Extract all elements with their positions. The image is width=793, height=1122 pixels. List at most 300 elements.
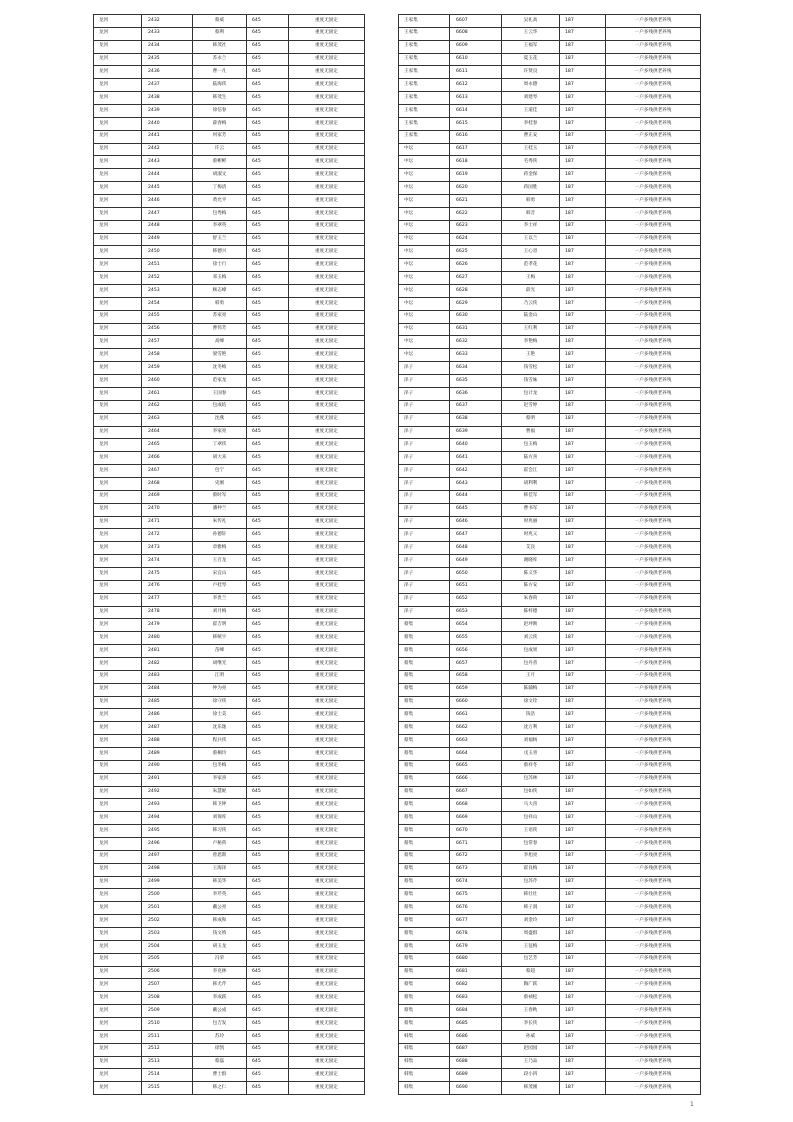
id-cell: 2505 xyxy=(142,953,193,966)
type-cell: 重度无固定 xyxy=(289,1043,365,1056)
type-cell: 重度无固定 xyxy=(289,542,365,555)
amount-cell: 187 xyxy=(560,297,606,310)
id-cell: 6610 xyxy=(450,53,502,66)
region-cell: 龙河 xyxy=(94,529,142,542)
name-cell: 时兆丽 xyxy=(502,516,560,529)
id-cell: 6611 xyxy=(450,66,502,79)
id-cell: 6628 xyxy=(450,285,502,298)
region-cell: 龙河 xyxy=(94,117,142,130)
id-cell: 2476 xyxy=(142,580,193,593)
table-row xyxy=(399,336,701,349)
id-cell: 2455 xyxy=(142,310,193,323)
type-cell: 一户多残供老养残 xyxy=(606,1043,701,1056)
amount-cell: 187 xyxy=(560,1069,606,1082)
amount-cell: 645 xyxy=(247,413,289,426)
region-cell: 蔡集 xyxy=(399,902,450,915)
amount-cell: 187 xyxy=(560,940,606,953)
amount-cell: 187 xyxy=(560,632,606,645)
id-cell: 2461 xyxy=(142,387,193,400)
table-row xyxy=(94,27,365,40)
id-cell: 6644 xyxy=(450,490,502,503)
name-cell: 王艳 xyxy=(502,349,560,362)
name-cell: 曾恩斯 xyxy=(193,850,247,863)
region-cell: 龙河 xyxy=(94,567,142,580)
id-cell: 2447 xyxy=(142,207,193,220)
table-row xyxy=(399,593,701,606)
table-row xyxy=(399,1005,701,1018)
id-cell: 2477 xyxy=(142,593,193,606)
name-cell: 冯荣 xyxy=(193,953,247,966)
table-row xyxy=(94,915,365,928)
region-cell: 泽子 xyxy=(399,439,450,452)
type-cell: 重度无固定 xyxy=(289,722,365,735)
name-cell: 赵园园 xyxy=(502,1043,560,1056)
id-cell: 6690 xyxy=(450,1082,502,1095)
id-cell: 6647 xyxy=(450,529,502,542)
region-cell: 泽子 xyxy=(399,477,450,490)
table-row xyxy=(399,182,701,195)
name-cell: 徐文铨 xyxy=(502,696,560,709)
amount-cell: 187 xyxy=(560,362,606,375)
region-cell: 龙河 xyxy=(94,27,142,40)
id-cell: 2446 xyxy=(142,195,193,208)
amount-cell: 645 xyxy=(247,747,289,760)
type-cell: 重度无固定 xyxy=(289,143,365,156)
table-row xyxy=(399,516,701,529)
table-row xyxy=(94,375,365,388)
table-row xyxy=(399,117,701,130)
table-row xyxy=(399,53,701,66)
id-cell: 6627 xyxy=(450,272,502,285)
name-cell: 包成结 xyxy=(193,400,247,413)
name-cell: 周盛群 xyxy=(502,928,560,941)
type-cell: 重度无固定 xyxy=(289,413,365,426)
name-cell: 包艺芳 xyxy=(502,953,560,966)
left-table-body xyxy=(94,15,365,1095)
amount-cell: 645 xyxy=(247,375,289,388)
region-cell: 泽子 xyxy=(399,400,450,413)
id-cell: 2503 xyxy=(142,928,193,941)
type-cell: 一户多残供老养残 xyxy=(606,195,701,208)
table-row xyxy=(399,400,701,413)
name-cell: 胡利利 xyxy=(502,477,560,490)
id-cell: 6689 xyxy=(450,1069,502,1082)
page-mark: 1 xyxy=(690,1101,694,1108)
id-cell: 2464 xyxy=(142,426,193,439)
table-row xyxy=(94,593,365,606)
region-cell: 蔡集 xyxy=(399,876,450,889)
amount-cell: 187 xyxy=(560,477,606,490)
type-cell: 一户多残供老养残 xyxy=(606,1056,701,1069)
type-cell: 一户多残供老养残 xyxy=(606,310,701,323)
region-cell: 龙河 xyxy=(94,992,142,1005)
type-cell: 重度无固定 xyxy=(289,1005,365,1018)
amount-cell: 187 xyxy=(560,876,606,889)
amount-cell: 645 xyxy=(247,349,289,362)
amount-cell: 645 xyxy=(247,439,289,452)
id-cell: 2471 xyxy=(142,516,193,529)
region-cell: 龙河 xyxy=(94,1030,142,1043)
table-row xyxy=(399,670,701,683)
id-cell: 6640 xyxy=(450,439,502,452)
table-row xyxy=(399,92,701,105)
table-row xyxy=(94,310,365,323)
name-cell: 蔡磊 xyxy=(193,1056,247,1069)
table-row xyxy=(399,285,701,298)
name-cell: 陶广跃 xyxy=(502,979,560,992)
amount-cell: 187 xyxy=(560,516,606,529)
id-cell: 2443 xyxy=(142,156,193,169)
type-cell: 一户多残供老养残 xyxy=(606,542,701,555)
region-cell: 龙河 xyxy=(94,400,142,413)
region-cell: 龙河 xyxy=(94,825,142,838)
table-row xyxy=(94,1030,365,1043)
name-cell: 蔡桐玲 xyxy=(193,747,247,760)
name-cell: 钱文娇 xyxy=(193,928,247,941)
table-row xyxy=(399,567,701,580)
amount-cell: 645 xyxy=(247,130,289,143)
region-cell: 龙河 xyxy=(94,799,142,812)
name-cell: 苏玲 xyxy=(193,1030,247,1043)
region-cell: 龙河 xyxy=(94,1082,142,1095)
region-cell: 龙河 xyxy=(94,593,142,606)
name-cell: 包宁 xyxy=(193,465,247,478)
name-cell: 潘仲兰 xyxy=(193,503,247,516)
type-cell: 重度无固定 xyxy=(289,876,365,889)
amount-cell: 187 xyxy=(560,413,606,426)
table-row xyxy=(94,619,365,632)
name-cell: 包冬梅 xyxy=(193,760,247,773)
table-row xyxy=(399,195,701,208)
region-cell: 中坛 xyxy=(399,182,450,195)
type-cell: 重度无固定 xyxy=(289,465,365,478)
region-cell: 蔡集 xyxy=(399,696,450,709)
region-cell: 龙河 xyxy=(94,336,142,349)
id-cell: 6655 xyxy=(450,632,502,645)
type-cell: 一户多残供老养残 xyxy=(606,323,701,336)
id-cell: 2508 xyxy=(142,992,193,1005)
table-row xyxy=(94,773,365,786)
region-cell: 蔡集 xyxy=(399,709,450,722)
name-cell: 胡玉龙 xyxy=(193,940,247,953)
table-row xyxy=(399,606,701,619)
type-cell: 重度无固定 xyxy=(289,426,365,439)
amount-cell: 187 xyxy=(560,735,606,748)
region-cell: 龙河 xyxy=(94,387,142,400)
table-row xyxy=(94,1069,365,1082)
type-cell: 一户多残供老养残 xyxy=(606,593,701,606)
type-cell: 一户多残供老养残 xyxy=(606,297,701,310)
id-cell: 2460 xyxy=(142,375,193,388)
name-cell: 赵雪婷 xyxy=(502,400,560,413)
type-cell: 重度无固定 xyxy=(289,940,365,953)
id-cell: 6653 xyxy=(450,606,502,619)
table-row xyxy=(399,387,701,400)
table-row xyxy=(399,362,701,375)
table-row xyxy=(94,182,365,195)
amount-cell: 187 xyxy=(560,722,606,735)
amount-cell: 645 xyxy=(247,567,289,580)
name-cell: 钱浩 xyxy=(502,709,560,722)
region-cell: 龙河 xyxy=(94,53,142,66)
type-cell: 重度无固定 xyxy=(289,953,365,966)
table-row xyxy=(399,259,701,272)
type-cell: 一户多残供老养残 xyxy=(606,863,701,876)
region-cell: 龙河 xyxy=(94,195,142,208)
table-row xyxy=(399,709,701,722)
amount-cell: 645 xyxy=(247,760,289,773)
amount-cell: 187 xyxy=(560,966,606,979)
name-cell: 韩子润 xyxy=(502,902,560,915)
region-cell: 龙河 xyxy=(94,272,142,285)
amount-cell: 645 xyxy=(247,555,289,568)
table-row xyxy=(94,966,365,979)
type-cell: 一户多残供老养残 xyxy=(606,27,701,40)
table-row xyxy=(94,220,365,233)
amount-cell: 187 xyxy=(560,220,606,233)
id-cell: 2451 xyxy=(142,259,193,272)
table-row xyxy=(399,838,701,851)
id-cell: 6664 xyxy=(450,747,502,760)
table-row xyxy=(399,1030,701,1043)
region-cell: 龙河 xyxy=(94,310,142,323)
region-cell: 龙河 xyxy=(94,259,142,272)
region-cell: 龙河 xyxy=(94,207,142,220)
amount-cell: 645 xyxy=(247,915,289,928)
id-cell: 2437 xyxy=(142,79,193,92)
amount-cell: 187 xyxy=(560,40,606,53)
name-cell: 孙威 xyxy=(502,1030,560,1043)
region-cell: 蔡集 xyxy=(399,966,450,979)
region-cell: 龙河 xyxy=(94,838,142,851)
type-cell: 重度无固定 xyxy=(289,760,365,773)
id-cell: 6676 xyxy=(450,902,502,915)
name-cell: 史刚 xyxy=(193,477,247,490)
table-row xyxy=(399,66,701,79)
name-cell: 韩佳军 xyxy=(502,490,560,503)
id-cell: 6683 xyxy=(450,992,502,1005)
amount-cell: 187 xyxy=(560,66,606,79)
id-cell: 6631 xyxy=(450,323,502,336)
name-cell: 薛春梅 xyxy=(193,117,247,130)
type-cell: 重度无固定 xyxy=(289,1056,365,1069)
name-cell: 苗峰 xyxy=(193,645,247,658)
table-row xyxy=(94,452,365,465)
amount-cell: 645 xyxy=(247,169,289,182)
amount-cell: 645 xyxy=(247,606,289,619)
table-row xyxy=(94,902,365,915)
id-cell: 2439 xyxy=(142,105,193,118)
name-cell: 蔡威 xyxy=(193,15,247,28)
type-cell: 重度无固定 xyxy=(289,220,365,233)
type-cell: 重度无固定 xyxy=(289,182,365,195)
name-cell: 苏永兰 xyxy=(193,53,247,66)
region-cell: 龙河 xyxy=(94,619,142,632)
type-cell: 一户多残供老养残 xyxy=(606,773,701,786)
type-cell: 重度无固定 xyxy=(289,259,365,272)
amount-cell: 187 xyxy=(560,838,606,851)
type-cell: 一户多残供老养残 xyxy=(606,709,701,722)
amount-cell: 645 xyxy=(247,799,289,812)
region-cell: 王家集 xyxy=(399,92,450,105)
name-cell: 曹书军 xyxy=(502,503,560,516)
name-cell: 王语侠 xyxy=(502,825,560,838)
type-cell: 一户多残供老养残 xyxy=(606,1082,701,1095)
table-row xyxy=(94,92,365,105)
region-cell: 龙河 xyxy=(94,375,142,388)
amount-cell: 645 xyxy=(247,580,289,593)
region-cell: 龙河 xyxy=(94,760,142,773)
type-cell: 一户多残供老养残 xyxy=(606,362,701,375)
name-cell: 徐士美 xyxy=(193,709,247,722)
name-cell: 王春秋 xyxy=(502,1005,560,1018)
amount-cell: 187 xyxy=(560,825,606,838)
amount-cell: 645 xyxy=(247,40,289,53)
table-row xyxy=(399,503,701,516)
id-cell: 2502 xyxy=(142,915,193,928)
region-cell: 龙河 xyxy=(94,40,142,53)
amount-cell: 187 xyxy=(560,992,606,1005)
region-cell: 王家集 xyxy=(399,66,450,79)
type-cell: 一户多残供老养残 xyxy=(606,979,701,992)
type-cell: 一户多残供老养残 xyxy=(606,683,701,696)
type-cell: 一户多残供老养残 xyxy=(606,966,701,979)
amount-cell: 645 xyxy=(247,722,289,735)
table-row xyxy=(399,902,701,915)
type-cell: 重度无固定 xyxy=(289,966,365,979)
region-cell: 龙河 xyxy=(94,503,142,516)
type-cell: 一户多残供老养残 xyxy=(606,838,701,851)
id-cell: 2467 xyxy=(142,465,193,478)
table-row xyxy=(94,207,365,220)
region-cell: 龙河 xyxy=(94,66,142,79)
id-cell: 6688 xyxy=(450,1056,502,1069)
type-cell: 重度无固定 xyxy=(289,593,365,606)
region-cell: 龙河 xyxy=(94,863,142,876)
amount-cell: 645 xyxy=(247,477,289,490)
id-cell: 6636 xyxy=(450,387,502,400)
amount-cell: 645 xyxy=(247,786,289,799)
amount-cell: 645 xyxy=(247,79,289,92)
name-cell: 李芹英 xyxy=(193,889,247,902)
type-cell: 重度无固定 xyxy=(289,79,365,92)
name-cell: 李艳梅 xyxy=(502,336,560,349)
amount-cell: 187 xyxy=(560,156,606,169)
name-cell: 赵坪勋 xyxy=(502,619,560,632)
name-cell: 刘福杨 xyxy=(502,735,560,748)
name-cell: 陈方安 xyxy=(502,580,560,593)
table-row xyxy=(399,825,701,838)
table-row xyxy=(94,529,365,542)
type-cell: 一户多残供老养残 xyxy=(606,812,701,825)
region-cell: 中坛 xyxy=(399,143,450,156)
id-cell: 2506 xyxy=(142,966,193,979)
region-cell: 蔡集 xyxy=(399,657,450,670)
amount-cell: 645 xyxy=(247,966,289,979)
table-row xyxy=(94,439,365,452)
id-cell: 2453 xyxy=(142,285,193,298)
region-cell: 龙河 xyxy=(94,709,142,722)
id-cell: 6681 xyxy=(450,966,502,979)
table-row xyxy=(399,876,701,889)
table-row xyxy=(399,773,701,786)
region-cell: 龙河 xyxy=(94,1043,142,1056)
name-cell: 胡继光 xyxy=(193,657,247,670)
name-cell: 马大帝 xyxy=(502,799,560,812)
type-cell: 一户多残供老养残 xyxy=(606,747,701,760)
amount-cell: 645 xyxy=(247,683,289,696)
table-row xyxy=(94,580,365,593)
id-cell: 2432 xyxy=(142,15,193,28)
table-row xyxy=(94,825,365,838)
table-row xyxy=(399,696,701,709)
table-row xyxy=(94,992,365,1005)
id-cell: 6608 xyxy=(450,27,502,40)
table-row xyxy=(399,940,701,953)
name-cell: 顾志峰 xyxy=(193,285,247,298)
id-cell: 2452 xyxy=(142,272,193,285)
table-row xyxy=(94,272,365,285)
region-cell: 蔡集 xyxy=(399,825,450,838)
table-row xyxy=(94,722,365,735)
table-row xyxy=(94,747,365,760)
id-cell: 2456 xyxy=(142,323,193,336)
name-cell: 陈梓德 xyxy=(502,606,560,619)
region-cell: 中坛 xyxy=(399,272,450,285)
id-cell: 6666 xyxy=(450,773,502,786)
region-cell: 龙河 xyxy=(94,953,142,966)
id-cell: 6635 xyxy=(450,375,502,388)
amount-cell: 645 xyxy=(247,619,289,632)
type-cell: 一户多残供老养残 xyxy=(606,182,701,195)
amount-cell: 645 xyxy=(247,310,289,323)
table-row xyxy=(399,953,701,966)
table-row xyxy=(94,53,365,66)
region-cell: 韩集 xyxy=(399,1056,450,1069)
name-cell: 卢桂琴 xyxy=(193,580,247,593)
id-cell: 2441 xyxy=(142,130,193,143)
name-cell: 曹福 xyxy=(502,426,560,439)
name-cell: 李家喜 xyxy=(193,773,247,786)
region-cell: 龙河 xyxy=(94,156,142,169)
region-cell: 泽子 xyxy=(399,503,450,516)
name-cell: 韩尤芹 xyxy=(193,979,247,992)
type-cell: 重度无固定 xyxy=(289,786,365,799)
table-row xyxy=(399,786,701,799)
table-row xyxy=(399,105,701,118)
region-cell: 龙河 xyxy=(94,1069,142,1082)
name-cell: 沈冬梅 xyxy=(193,362,247,375)
amount-cell: 645 xyxy=(247,246,289,259)
region-cell: 龙河 xyxy=(94,1018,142,1031)
table-row xyxy=(399,1069,701,1082)
amount-cell: 645 xyxy=(247,529,289,542)
id-cell: 2507 xyxy=(142,979,193,992)
type-cell: 重度无固定 xyxy=(289,696,365,709)
id-cell: 2472 xyxy=(142,529,193,542)
region-cell: 中坛 xyxy=(399,285,450,298)
amount-cell: 645 xyxy=(247,670,289,683)
amount-cell: 645 xyxy=(247,336,289,349)
region-cell: 龙河 xyxy=(94,889,142,902)
amount-cell: 187 xyxy=(560,490,606,503)
name-cell: 丁梅清 xyxy=(193,182,247,195)
name-cell: 薛光 xyxy=(502,285,560,298)
table-row xyxy=(399,850,701,863)
name-cell: 曹士群 xyxy=(193,1069,247,1082)
id-cell: 2462 xyxy=(142,400,193,413)
region-cell: 龙河 xyxy=(94,850,142,863)
